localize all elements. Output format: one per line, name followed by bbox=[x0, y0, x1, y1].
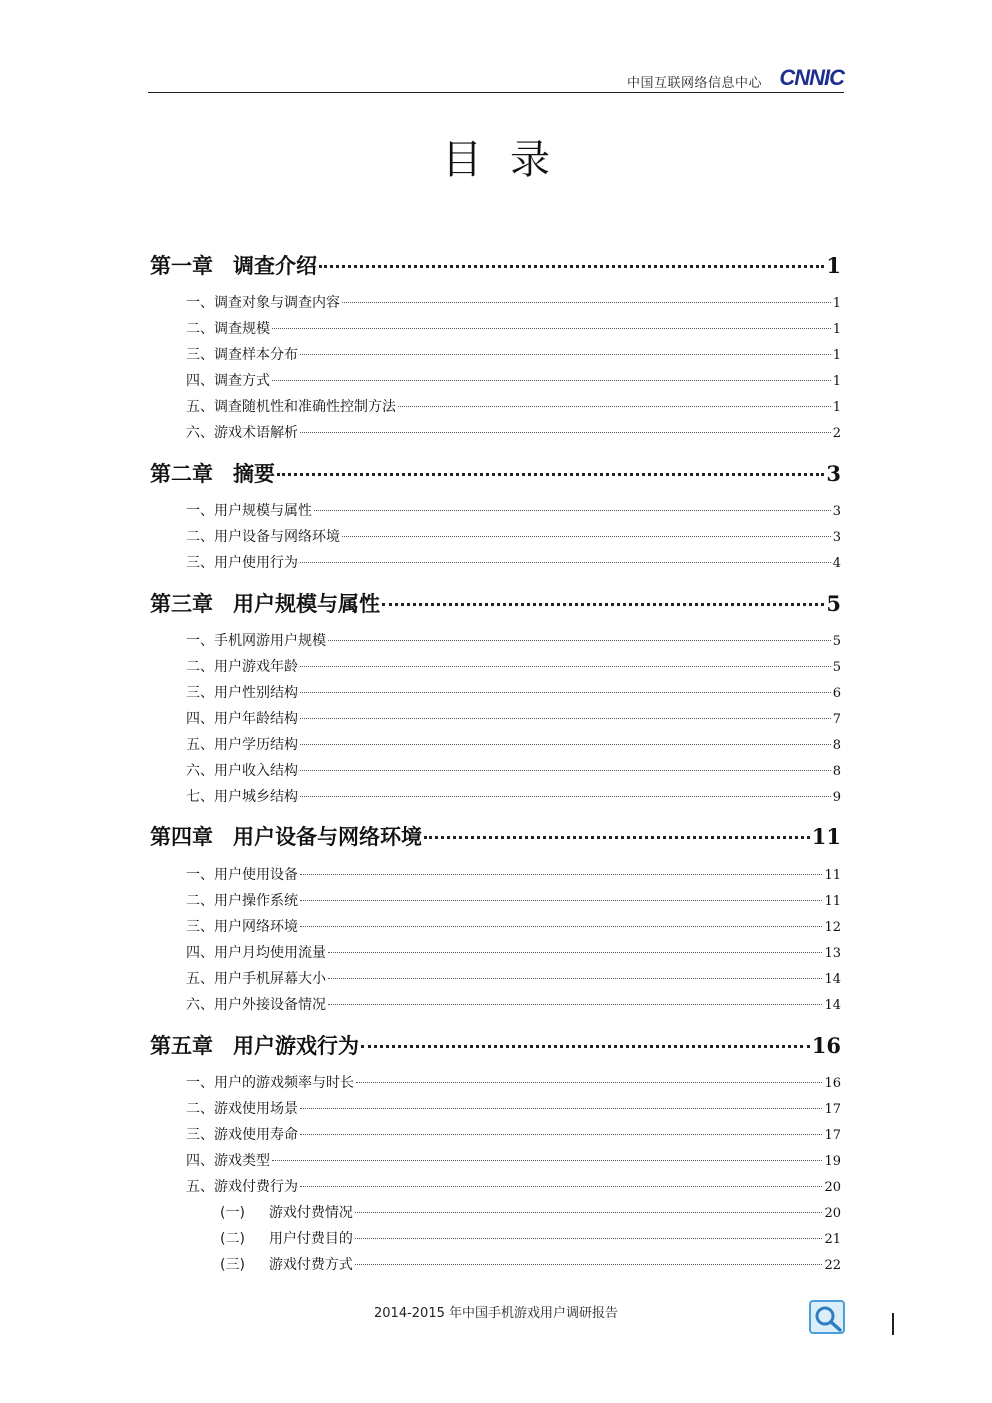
section-page: 3 bbox=[832, 504, 841, 519]
section-page: 1 bbox=[832, 374, 841, 389]
dot-leader bbox=[361, 1044, 810, 1048]
section-title: 一、用户规模与属性 bbox=[186, 503, 312, 519]
toc-section[interactable] bbox=[150, 890, 841, 910]
toc-section[interactable] bbox=[150, 1150, 841, 1170]
dot-leader bbox=[314, 509, 831, 511]
toc-section[interactable] bbox=[150, 1072, 841, 1092]
subsection-number: (二) bbox=[220, 1231, 245, 1247]
toc-section[interactable] bbox=[150, 968, 841, 988]
dot-leader bbox=[272, 1159, 822, 1161]
chapter-page: 3 bbox=[826, 461, 841, 486]
dot-leader bbox=[300, 795, 831, 797]
toc-section[interactable] bbox=[150, 526, 841, 546]
dot-leader bbox=[300, 431, 831, 433]
section-title: 二、用户游戏年龄 bbox=[186, 659, 298, 675]
dot-leader bbox=[328, 977, 822, 979]
chapter-number: 第一章 bbox=[150, 253, 213, 278]
toc-subsection[interactable] bbox=[150, 1228, 841, 1248]
section-page: 3 bbox=[832, 530, 841, 545]
dot-leader bbox=[355, 1237, 823, 1239]
section-title: 三、调查样本分布 bbox=[186, 347, 298, 363]
dot-leader bbox=[342, 301, 831, 303]
toc-section[interactable] bbox=[150, 1124, 841, 1144]
dot-leader bbox=[328, 951, 822, 953]
toc-chapter-1[interactable] bbox=[150, 250, 841, 280]
subsection-title: 游戏付费情况 bbox=[268, 1205, 353, 1221]
section-title: 五、用户手机屏幕大小 bbox=[186, 971, 326, 987]
dot-leader bbox=[424, 835, 810, 839]
subsection-title: 游戏付费方式 bbox=[268, 1257, 353, 1273]
chapter-title: 用户规模与属性 bbox=[233, 591, 380, 616]
section-page: 16 bbox=[824, 1076, 841, 1091]
section-title: 四、调查方式 bbox=[186, 373, 270, 389]
header-org-name: 中国互联网络信息中心 bbox=[626, 76, 762, 91]
section-title: 四、用户年龄结构 bbox=[186, 711, 298, 727]
chapter-page: 11 bbox=[811, 824, 841, 849]
section-page: 5 bbox=[832, 660, 841, 675]
section-page: 14 bbox=[824, 998, 841, 1013]
section-page: 19 bbox=[824, 1154, 841, 1169]
toc-section[interactable] bbox=[150, 1176, 841, 1196]
chapter-title: 用户游戏行为 bbox=[233, 1033, 359, 1058]
dot-leader bbox=[342, 535, 831, 537]
section-title: 二、用户操作系统 bbox=[186, 893, 298, 909]
toc-section[interactable] bbox=[150, 708, 841, 728]
toc-section[interactable] bbox=[150, 786, 841, 806]
dot-leader bbox=[382, 602, 824, 606]
dot-leader bbox=[300, 1185, 822, 1187]
section-title: 二、用户设备与网络环境 bbox=[186, 529, 340, 545]
page-number-marker bbox=[892, 1313, 894, 1335]
section-page: 2 bbox=[832, 426, 841, 441]
section-page: 5 bbox=[832, 634, 841, 649]
toc-section[interactable] bbox=[150, 630, 841, 650]
dot-leader bbox=[328, 639, 831, 641]
page-header bbox=[148, 66, 844, 93]
toc-section[interactable] bbox=[150, 396, 841, 416]
subsection-page: 21 bbox=[824, 1232, 841, 1247]
magnifier-logo-icon bbox=[809, 1300, 845, 1334]
section-title: 六、游戏术语解析 bbox=[186, 425, 298, 441]
chapter-number: 第四章 bbox=[150, 824, 213, 849]
section-page: 13 bbox=[824, 946, 841, 961]
dot-leader bbox=[398, 405, 831, 407]
section-title: 五、用户学历结构 bbox=[186, 737, 298, 753]
toc-chapter-3[interactable] bbox=[150, 588, 841, 618]
section-title: 五、调查随机性和准确性控制方法 bbox=[186, 399, 396, 415]
toc-chapter-5[interactable] bbox=[150, 1030, 841, 1060]
toc-section[interactable] bbox=[150, 734, 841, 754]
section-title: 三、游戏使用寿命 bbox=[186, 1127, 298, 1143]
section-page: 1 bbox=[832, 348, 841, 363]
section-page: 4 bbox=[832, 556, 841, 571]
section-page: 1 bbox=[832, 400, 841, 415]
chapter-number: 第二章 bbox=[150, 461, 213, 486]
section-page: 8 bbox=[832, 764, 841, 779]
section-page: 14 bbox=[824, 972, 841, 987]
section-title: 三、用户使用行为 bbox=[186, 555, 298, 571]
chapter-title: 调查介绍 bbox=[233, 253, 317, 278]
dot-leader bbox=[355, 1263, 823, 1265]
section-page: 20 bbox=[824, 1180, 841, 1195]
footer-report-title: 2014-2015 年中国手机游戏用户调研报告 bbox=[374, 1306, 618, 1321]
toc-section[interactable] bbox=[150, 318, 841, 338]
section-title: 四、用户月均使用流量 bbox=[186, 945, 326, 961]
toc-section[interactable] bbox=[150, 994, 841, 1014]
dot-leader bbox=[300, 743, 831, 745]
toc-section[interactable] bbox=[150, 682, 841, 702]
dot-leader bbox=[328, 1003, 822, 1005]
dot-leader bbox=[300, 769, 831, 771]
dot-leader bbox=[300, 561, 831, 563]
section-page: 7 bbox=[832, 712, 841, 727]
toc-section[interactable] bbox=[150, 942, 841, 962]
section-title: 二、游戏使用场景 bbox=[186, 1101, 298, 1117]
section-title: 七、用户城乡结构 bbox=[186, 789, 298, 805]
dot-leader bbox=[300, 665, 831, 667]
dot-leader bbox=[300, 1133, 822, 1135]
toc-section[interactable] bbox=[150, 916, 841, 936]
chapter-title: 用户设备与网络环境 bbox=[233, 824, 422, 849]
dot-leader bbox=[355, 1211, 823, 1213]
cnnic-logo: CNNIC bbox=[779, 65, 844, 90]
subsection-page: 20 bbox=[824, 1206, 841, 1221]
section-title: 一、调查对象与调查内容 bbox=[186, 295, 340, 311]
toc-section[interactable] bbox=[150, 422, 841, 442]
chapter-number: 第五章 bbox=[150, 1033, 213, 1058]
dot-leader bbox=[300, 691, 831, 693]
section-page: 17 bbox=[824, 1102, 841, 1117]
dot-leader bbox=[272, 327, 831, 329]
section-title: 一、用户的游戏频率与时长 bbox=[186, 1075, 354, 1091]
toc-section[interactable] bbox=[150, 1098, 841, 1118]
toc-section[interactable] bbox=[150, 292, 841, 312]
section-title: 一、手机网游用户规模 bbox=[186, 633, 326, 649]
toc-section[interactable] bbox=[150, 370, 841, 390]
section-title: 六、用户外接设备情况 bbox=[186, 997, 326, 1013]
dot-leader bbox=[300, 873, 822, 875]
dot-leader bbox=[300, 1107, 822, 1109]
page-title: 目录 bbox=[442, 137, 578, 183]
toc-section[interactable] bbox=[150, 760, 841, 780]
section-title: 六、用户收入结构 bbox=[186, 763, 298, 779]
section-page: 1 bbox=[832, 296, 841, 311]
section-page: 12 bbox=[824, 920, 841, 935]
dot-leader bbox=[300, 899, 822, 901]
chapter-title: 摘要 bbox=[233, 461, 275, 486]
dot-leader bbox=[300, 353, 831, 355]
section-page: 11 bbox=[824, 894, 841, 909]
section-title: 三、用户性别结构 bbox=[186, 685, 298, 701]
section-page: 1 bbox=[832, 322, 841, 337]
chapter-page: 16 bbox=[811, 1033, 841, 1058]
toc-subsection[interactable] bbox=[150, 1254, 841, 1274]
section-page: 9 bbox=[832, 790, 841, 805]
section-page: 17 bbox=[824, 1128, 841, 1143]
chapter-page: 1 bbox=[826, 253, 841, 278]
section-page: 6 bbox=[832, 686, 841, 701]
subsection-number: (一) bbox=[220, 1205, 245, 1221]
chapter-page: 5 bbox=[826, 591, 841, 616]
toc-section[interactable] bbox=[150, 344, 841, 364]
section-title: 二、调查规模 bbox=[186, 321, 270, 337]
toc-chapter-4[interactable] bbox=[150, 821, 841, 851]
toc-section[interactable] bbox=[150, 500, 841, 520]
toc-section[interactable] bbox=[150, 656, 841, 676]
section-title: 四、游戏类型 bbox=[186, 1153, 270, 1169]
chapter-number: 第三章 bbox=[150, 591, 213, 616]
section-page: 8 bbox=[832, 738, 841, 753]
toc-chapter-2[interactable] bbox=[150, 458, 841, 488]
subsection-title: 用户付费目的 bbox=[268, 1231, 353, 1247]
dot-leader bbox=[272, 379, 831, 381]
toc-subsection[interactable] bbox=[150, 1202, 841, 1222]
section-title: 五、游戏付费行为 bbox=[186, 1179, 298, 1195]
section-page: 11 bbox=[824, 868, 841, 883]
dot-leader bbox=[300, 925, 822, 927]
dot-leader bbox=[277, 472, 824, 476]
dot-leader bbox=[319, 264, 824, 268]
subsection-page: 22 bbox=[824, 1258, 841, 1273]
toc-section[interactable] bbox=[150, 552, 841, 572]
dot-leader bbox=[300, 717, 831, 719]
toc-section[interactable] bbox=[150, 864, 841, 884]
subsection-number: (三) bbox=[220, 1257, 245, 1273]
section-title: 三、用户网络环境 bbox=[186, 919, 298, 935]
section-title: 一、用户使用设备 bbox=[186, 867, 298, 883]
dot-leader bbox=[356, 1081, 822, 1083]
